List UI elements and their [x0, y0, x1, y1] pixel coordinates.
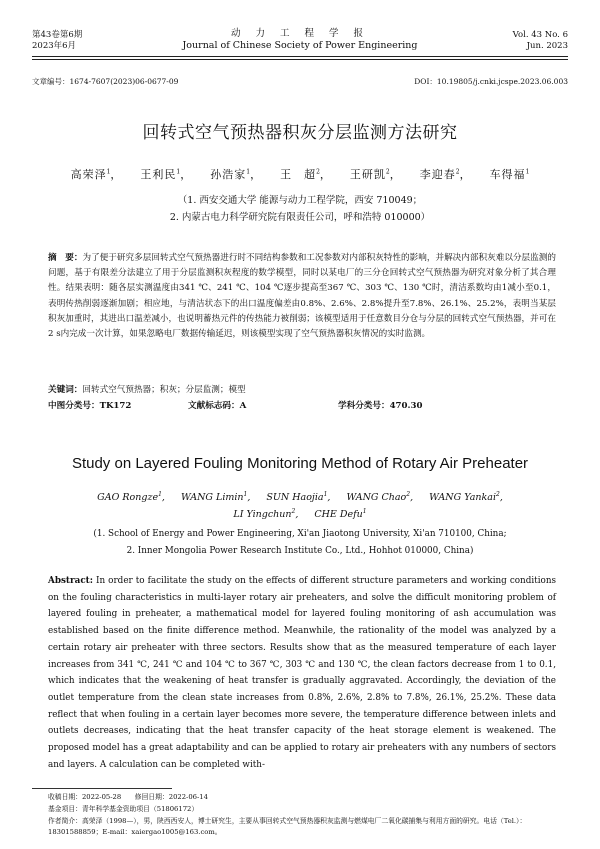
author-en: WANG Yankai$^2$,: [429, 491, 503, 504]
author-list-cn: [0, 166, 600, 182]
abstract-en: [48, 573, 556, 773]
author-en: LI Yingchun$^2$,: [233, 508, 299, 521]
date-en: Jun. 2023: [526, 41, 568, 51]
affiliation-cn-2: 2. 内蒙古电力科学研究院有限责任公司，呼和浩特 010000）: [169, 212, 431, 223]
classification-cn: [48, 399, 556, 411]
keywords-cn: [48, 383, 556, 395]
date-cn: 2023年6月: [32, 41, 77, 51]
header-rule-thin: [32, 59, 568, 60]
author-cn: 李迎春$^2$，: [419, 168, 472, 181]
footnote-received: 收稿日期：2022-05-28 修回日期：2022-06-14: [48, 793, 208, 801]
paper-title-en: Study on Layered Fouling Monitoring Method of Rotary Air Preheater: [71, 455, 529, 472]
article-number: 文章编号：1674-7607(2023)06-0677-09: [32, 77, 179, 86]
clc-number: 中图分类号：TK172: [48, 401, 132, 411]
author-list-en-1: [0, 491, 600, 503]
footnote-fund: 基金项目：青年科学基金资助项目（51806172）: [48, 805, 199, 813]
author-en: CHE Defu$^1$: [314, 508, 367, 521]
author-cn: 高荣泽$^1$，: [70, 168, 123, 181]
author-cn: 车得福$^1$: [489, 168, 530, 181]
journal-name-en: Journal of Chinese Society of Power Engineering: [182, 40, 418, 51]
subject-code: 学科分类号：470.30: [338, 401, 423, 411]
volume-issue-cn: 第43卷第6期: [32, 30, 83, 40]
author-en: SUN Haojia$^1$,: [266, 491, 331, 504]
document-code: 文献标志码：A: [188, 401, 247, 411]
author-en: WANG Chao$^2$,: [346, 491, 414, 504]
volume-issue-en: Vol. 43 No. 6: [512, 30, 568, 40]
keywords-text-cn: 回转式空气预热器；积灰；分层监测；模型: [82, 385, 246, 395]
abstract-cn: [48, 251, 556, 342]
affiliation-cn-1: （1. 西安交通大学 能源与动力工程学院，西安 710049；: [177, 195, 423, 206]
affiliation-en-1: (1. School of Energy and Power Engineering, Xi'an Jiaotong University, Xi'an 710100, China;: [93, 529, 507, 539]
abstract-label-cn: 摘 要：: [48, 253, 83, 263]
abstract-text-cn: 为了便于研究多层回转式空气预热器进行时不同结构参数和工况参数对内部积灰特性的影响，并解决内部积灰难以分层监测的问题，基于有限差分法建立了用于分层监测积灰程度的数学模型，同时以某电厂的三分仓回转式空气预热器为研究对象分析了其合理性。结果表明：随各层实测温度由341 ℃、241 ℃、104 ℃逐步提高至367 ℃、303 ℃、130 ℃时，清洁系数均由1减小至0.1，表明传热削弱逐渐加剧；相应地，与清洁状态下的出口温度偏差由0.8%、2.6%、2.8%提升至7.8%、26.1%、25.2%，表明当某层积灰加重时，其进出口温差减小，也说明蓄热元件的传热能力被削弱；该模型适用于任意数目分仓与分层的回转式空气预热器，并可在2 s内完成一次计算，如果忽略电厂数据传输延迟，则该模型实现了空气预热器积灰情况的实时监测。: [48, 253, 556, 340]
author-cn: 王利民$^1$，: [140, 168, 193, 181]
author-list-en-2: [0, 508, 600, 520]
author-cn: 王研凯$^2$，: [349, 168, 402, 181]
header-right: [513, 30, 568, 52]
header-rule: [32, 56, 568, 57]
keywords-label-cn: 关键词：: [48, 385, 83, 395]
author-cn: 孙浩家$^1$，: [210, 168, 263, 181]
header-center: [0, 28, 600, 52]
abstract-text-en: In order to facilitate the study on the effects of different structure parameters and working conditions on the fouling characteristics in multi-layer rotary air preheaters, and solve the difficult monitoring problem of layered fouling in preheater, a mathematical model for layered fouling monitoring of ash accumulation was established based on the finite difference method. Meanwhile, the rationality of the model was analyzed by a certain rotary air preheater with three sectors. Results show that as the measured temperature of each layer increases from 341 ℃, 241 ℃ and 104 ℃ to 367 ℃, 303 ℃ and 130 ℃, the clean factors decrease from 1 to 0.1, which indicates that the weakening of heat transfer is gradually aggravated. Accordingly, the deviation of the outlet temperature from the clean state increases from 0.8%, 2.6%, 2.8% to 7.8%, 26.1%, 25.2%. These data reflect that when fouling in a certain layer becomes more severe, the temperature difference between inlets and outlets decreases, indicating that the heat transfer capacity of the heat storage element is weakened. The proposed model has a great adaptability and can be applied to rotary air preheaters with any numbers of sectors and layers. A calculation can be completed with-: [48, 576, 556, 770]
footnote-rule: [32, 788, 172, 789]
paper-title-cn: 回转式空气预热器积灰分层监测方法研究: [142, 123, 458, 143]
affiliation-en-2: 2. Inner Mongolia Power Research Institute Co., Ltd., Hohhot 010000, China): [126, 546, 474, 556]
author-en: GAO Rongze$^1$,: [97, 491, 165, 504]
footnote-author-bio: 作者简介：高荣泽（1998—），男，陕西西安人，博士研究生，主要从事回转式空气预热器积灰监测与燃煤电厂二氧化碳捕集与利用方面的研究。电话（Tel.）：18301588859；E-mail：xaiergao1005@163.com。: [48, 817, 527, 836]
doi: DOI：10.19805/j.cnki.jcspe.2023.06.003: [414, 77, 568, 86]
author-en: WANG Limin$^1$,: [180, 491, 251, 504]
author-cn: 王 超$^2$，: [280, 168, 332, 181]
abstract-label-en: Abstract:: [48, 576, 93, 586]
journal-name-cn: 动 力 工 程 学 报: [230, 28, 370, 39]
